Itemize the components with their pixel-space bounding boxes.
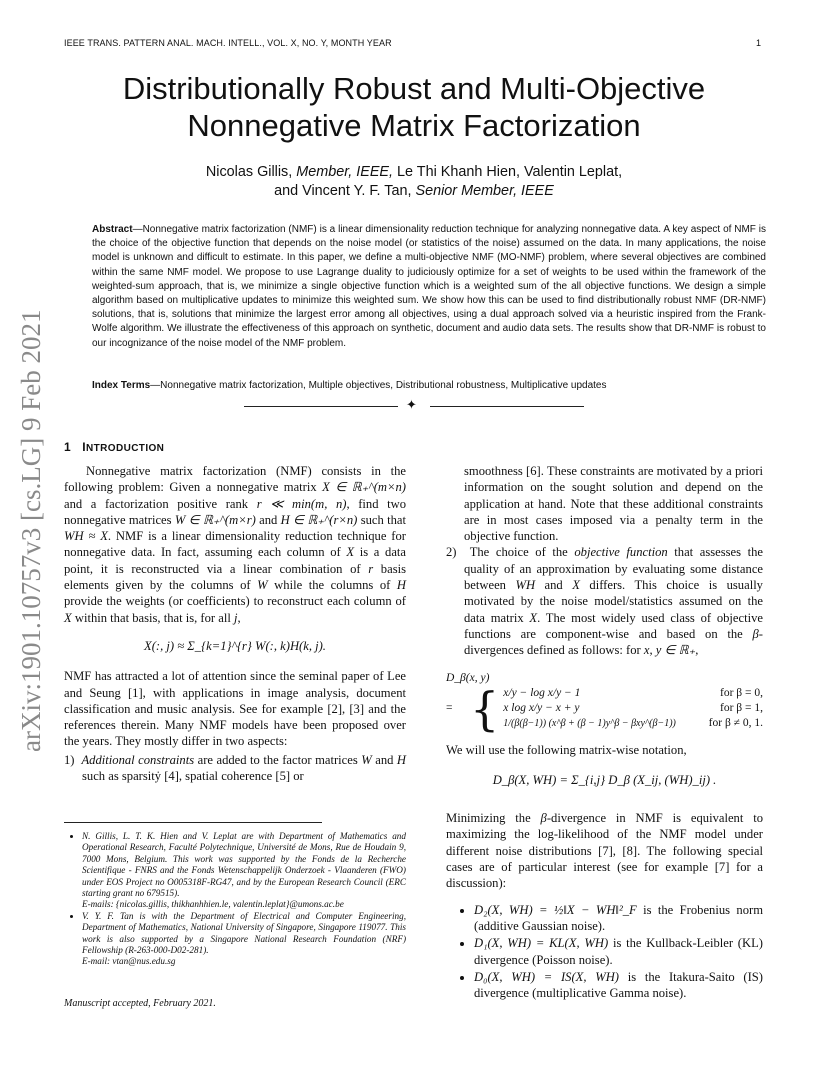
- section-title-rest: NTRODUCTION: [86, 443, 165, 454]
- case-2-expr: x log x/y − x + y: [503, 702, 580, 715]
- separator-line-left: [244, 406, 398, 407]
- case-1-condition: for β = 0,: [720, 687, 763, 700]
- title-line-1: Distributionally Robust and Multi-Objective: [122, 71, 706, 106]
- arxiv-identifier-stamp: arXiv:1901.10757v3 [cs.LG] 9 Feb 2021: [16, 309, 46, 752]
- right-column: [446, 463, 763, 1002]
- running-header: IEEE TRANS. PATTERN ANAL. MACH. INTELL., VOL. X, NO. Y, MONTH YEAR: [64, 38, 392, 48]
- index-terms-label: Index Terms: [92, 380, 151, 391]
- equation-matrix-wise: D_β(X, WH) = Σ_{i,j} D_β (X_ij, (WH)_ij) .: [492, 772, 717, 787]
- author-tan: and Vincent Y. F. Tan,: [274, 183, 416, 199]
- abstract: [92, 223, 766, 351]
- section-number: 1: [64, 440, 72, 454]
- manuscript-note: Manuscript accepted, February 2021.: [64, 998, 216, 1009]
- section-heading: [64, 440, 164, 454]
- page-number: 1: [756, 38, 762, 48]
- authors-line-1: [64, 163, 764, 182]
- separator-line-right: [430, 406, 584, 407]
- left-brace: {: [470, 681, 500, 736]
- list-item-1-continued: smoothness [6]. These constraints are motivated by a priori information on the sought solution and depend on the application at hand. Note that these additional constraints are in most cases imposed via a penalty term in the objective function.: [464, 464, 763, 544]
- equals-sign: =: [446, 702, 453, 715]
- separator-diamond-icon: ✦: [406, 397, 417, 412]
- list-item-1: 1) Additional constraints are added to the factor matrices W and H such as sparsitẏ [4], spatial coherence [5] or: [64, 752, 407, 784]
- intro-paragraph-2: NMF has attracted a lot of attention since the seminal paper of Lee and Seung [1], with applications in image analysis, document classification and music analysis. See for example [2], [3] and the references therein. Many NMF models have been proposed over the years. They mostly differ in two aspects:: [64, 669, 406, 749]
- author-gillis: Nicolas Gillis,: [205, 164, 297, 180]
- paper-title: [64, 70, 764, 144]
- footnote-rule: [64, 822, 322, 823]
- footnote-email-mons: E-mails: {nicolas.gillis, thikhanhhien.le, valentin.leplat}@umons.ac.be: [82, 899, 344, 910]
- author-list: [64, 163, 764, 201]
- footnote-email-nus: E-mail: vtan@nus.edu.sg: [82, 956, 176, 967]
- case-2-condition: for β = 1,: [720, 702, 763, 715]
- left-column: [64, 463, 406, 784]
- special-cases-list: [446, 902, 763, 1002]
- equation-beta-divergence: [446, 671, 763, 736]
- beta-divergence-paragraph: Minimizing the β-divergence in NMF is equivalent to maximizing the log-likelihood of the NMF model under different noise distributions [7], [8]. The following special cases are of particular interest (see for example [7] for a discussion):: [446, 811, 763, 891]
- footnote-affiliation-mons: • N. Gillis, L. T. K. Hien and V. Leplat are with Department of Mathematics and Operational Research, Faculté Polytechnique, Université de Mons, Rue de Houdain 9, 7000 Mons, Belgium. This work was supported by the Fonds de la Recherche Scientifique - FNRS and the Fonds Wetenschappelijk Onderzoek - Vlaanderen (FWO) under EOS Project no O005318F-RG47, and by the European Research Council (ERC starting grant no 679515). E-mails: {nicolas.gillis, thikhanhhien.le, valentin.leplat}@umons.ac.be: [82, 831, 406, 911]
- section-title-initial: I: [82, 440, 87, 454]
- author-hien-leplat: Le Thi Khanh Hien, Valentin Leplat,: [393, 164, 623, 180]
- list-item-itakura-saito: • D₀(X, WH) = IS(X, WH) is the Itakura-Saito (IS) divergence (multiplicative Gamma noise).: [474, 969, 763, 1002]
- authors-line-2: [64, 182, 764, 201]
- author-role: Senior Member, IEEE: [415, 183, 554, 199]
- equation-nmf-column: X(:, j) ≈ Σ_{k=1}^{r} W(:, k)H(k, j).: [144, 638, 326, 653]
- abstract-text: —Nonnegative matrix factorization (NMF) is a linear dimensionality reduction technique for analyzing nonnegative data. A key aspect of NMF is the choice of the objective function that depends on the noise model (or statistics of the noise) assumed on the data. In many applications, the noise model is unknown and difficult to estimate. In this paper, we define a multi-objective NMF (MO-NMF) problem, where several objectives are combined within the same NMF model. We propose to use Lagrange duality to judiciously optimize for a set of weights to be used within the framework of the weighted-sum approach, that is, we minimize a single objective function which is a weighted sum of the all objective functions. We design a simple algorithm based on multiplicative updates to minimize this weighted sum. We show how this can be used to find distributionally robust NMF (DR-NMF) solutions, that is, solutions that minimize the largest error among all objectives, using a dual approach solved via a heuristic inspired from the Frank-Wolfe algorithm. We illustrate the effectiveness of this approach on synthetic, document and audio data sets. The results show that DR-NMF is robust to our incognizance of the noise model of the NMF problem.: [92, 224, 766, 349]
- list-item-kullback-leibler: • D₁(X, WH) = KL(X, WH) is the Kullback-Leibler (KL) divergence (Poisson noise).: [474, 935, 763, 968]
- list-item-2: 2) The choice of the objective function that assesses the quality of an approximation by evaluating some distance between WH and X differs. This choice is usually motivated by the noise model/statistics assumed on the data matrix X. The most widely used class of objective functions are component-wise and based on the β-divergences defined as follows: for x, y ∈ ℝ₊,: [446, 545, 764, 658]
- index-terms: [92, 379, 766, 393]
- list-item-frobenius: • D₂(X, WH) = ½‖X − WH‖²_F is the Frobenius norm (additive Gaussian noise).: [474, 902, 763, 935]
- index-terms-text: —Nonnegative matrix factorization, Multiple objectives, Distributional robustness, Multiplicative updates: [150, 380, 607, 391]
- beta-divergence-lhs: D_β(x, y): [446, 671, 490, 684]
- footnote-affiliation-nus: • V. Y. F. Tan is with the Department of Electrical and Computer Engineering, Department of Mathematics, National University of Singapore, Singapore 119077. This work is also supported by a Singapore National Research Foundation (NRF) Fellowship (R-263-000-D02-281). E-mail: vtan@nus.edu.sg: [82, 911, 406, 968]
- matrix-notation-intro: We will use the following matrix-wise notation,: [446, 742, 687, 757]
- case-1-expr: x/y − log x/y − 1: [503, 687, 581, 700]
- title-line-2: Nonnegative Matrix Factorization: [187, 108, 641, 143]
- case-3-expr: 1/(β(β−1)) (x^β + (β − 1)y^β − βxy^(β−1)): [503, 718, 676, 730]
- case-3-condition: for β ≠ 0, 1.: [708, 717, 763, 730]
- footnotes: [64, 831, 406, 968]
- intro-paragraph-1: Nonnegative matrix factorization (NMF) consists in the following problem: Given a nonnegative matrix X ∈ ℝ₊^(m×n) and a factorization positive rank r ≪ min(m, n), find two nonnegative matrices W ∈ ℝ₊^(m×r) and H ∈ ℝ₊^(r×n) such that WH ≈ X. NMF is a linear dimensionality reduction technique for nonnegative data. In fact, assuming each column of X is a data point, it is reconstructed via a linear combination of r basis elements given by the columns of W while the columns of H provide the weights (or coefficients) to reconstruct each column of X within that basis, that is, for all j,: [64, 464, 406, 625]
- author-role: Member, IEEE,: [296, 164, 394, 180]
- abstract-label: Abstract: [92, 224, 133, 235]
